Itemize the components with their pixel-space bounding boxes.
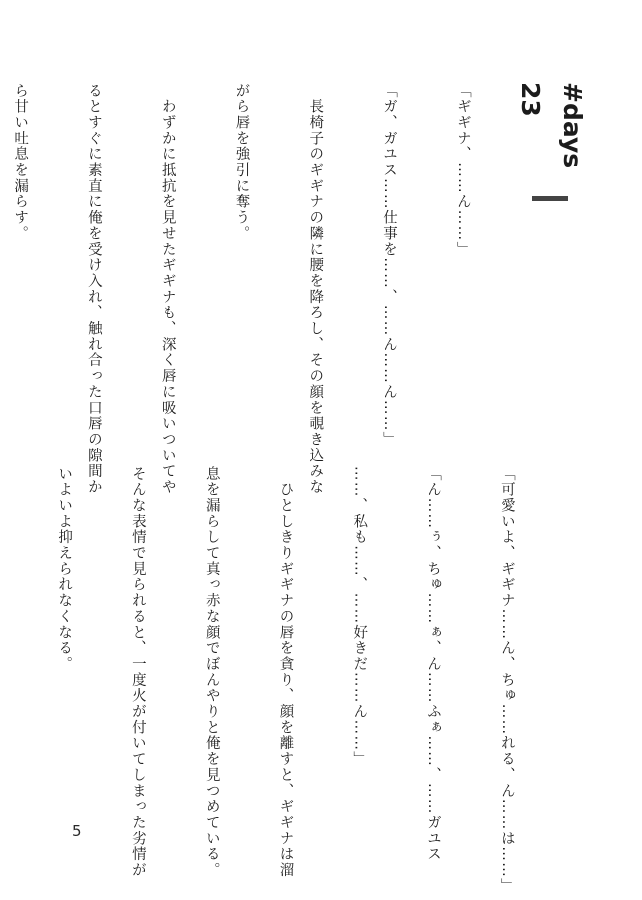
- text-line: るとすぐに素直に俺を受け入れ、触れ合った口唇の隙間か: [85, 83, 102, 496]
- text-line: 息を漏らして真っ赤な顔でぼんやりと俺を見つめている。: [203, 466, 220, 879]
- text-line: ら甘い吐息を漏らす。: [12, 83, 29, 242]
- text-line: そんな表情で見られると、一度火が付いてしまった劣情が: [129, 466, 146, 879]
- text-line: ひとしきりギギナの唇を貪り、顔を離すと、ギギナは溜: [277, 466, 294, 879]
- text-line: ……、私も……、……好きだ……ん……」: [351, 466, 368, 768]
- upper-text-block: [12, 83, 524, 496]
- text-line: 「ガ、ガユス……仕事を……、……ん……ん……」: [381, 83, 398, 448]
- text-line: がら唇を強引に奪う。: [233, 83, 250, 242]
- text-line: [0, 466, 2, 818]
- text-line: いよいよ抑えられなくなる。: [56, 466, 73, 673]
- text-line: 「ギギナ、……ん……」: [454, 83, 471, 258]
- chapter-heading: #days 23: [516, 82, 587, 169]
- text-line: わずかに抵抗を見せたギギナも、深く唇に吸いついてや: [159, 83, 176, 496]
- text-line: 「ん……ぅ、ちゅ……ぁ、ん……ふぁ……、……ガユス: [425, 466, 442, 863]
- text-line: 長椅子のギギナの隣に腰を降ろし、その顔を覗き込みな: [307, 83, 324, 496]
- lower-text-block: [56, 466, 568, 894]
- text-line: 「可愛いよ、ギギナ……ん、ちゅ……れる、ん……は……」: [498, 466, 515, 894]
- heading-underline: [532, 196, 568, 201]
- page-number: 5: [72, 822, 82, 840]
